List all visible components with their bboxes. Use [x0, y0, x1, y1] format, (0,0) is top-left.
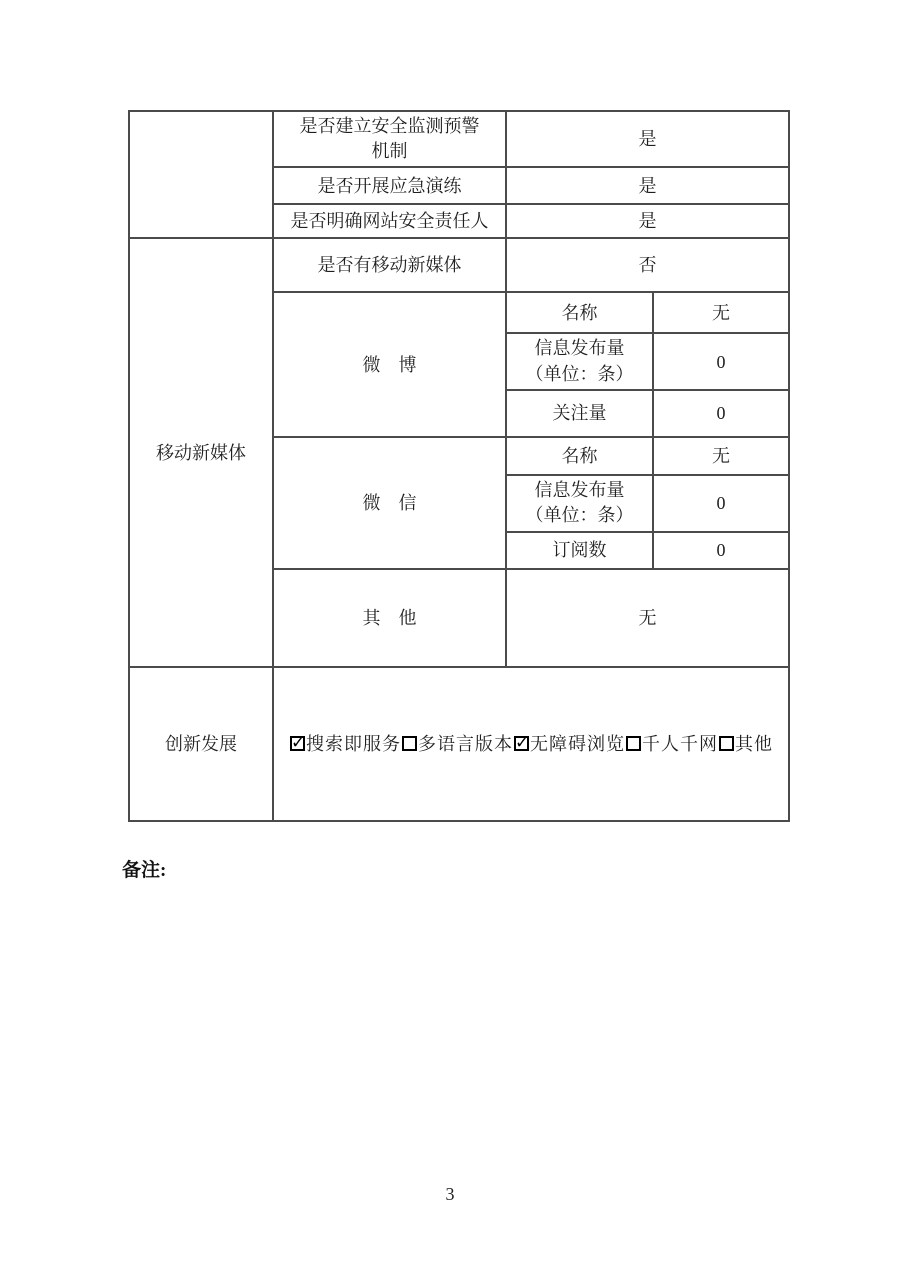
other-media-value: 无: [506, 569, 789, 667]
option-personalized: [625, 734, 718, 754]
security-officer-label: 是否明确网站安全责任人: [273, 204, 506, 238]
label-line: 信息发布量: [534, 480, 625, 501]
label-line: （单位：条）: [525, 505, 634, 526]
checkbox-icon[interactable]: [626, 736, 641, 751]
wechat-subscribers-value: 0: [653, 532, 789, 569]
remarks-label: 备注:: [122, 860, 167, 881]
mobile-media-group-cell: 移动新媒体: [129, 238, 273, 666]
checkbox-icon[interactable]: [514, 736, 529, 751]
report-table: [128, 110, 790, 822]
checkbox-icon[interactable]: [402, 736, 417, 751]
option-label: 搜索即服务: [306, 733, 401, 754]
wechat-subscribers-label: 订阅数: [506, 532, 653, 569]
weibo-name-value: 无: [653, 292, 789, 333]
table-row: [129, 667, 789, 821]
weibo-name-label: 名称: [506, 292, 653, 333]
wechat-name-label: 名称: [506, 437, 653, 475]
other-media-label: 其 他: [273, 569, 506, 667]
report-table-wrapper: [128, 110, 790, 822]
weibo-followers-label: 关注量: [506, 390, 653, 437]
emergency-drill-value: 是: [506, 167, 789, 204]
has-mobile-label: 是否有移动新媒体: [273, 238, 506, 292]
has-mobile-value: 否: [506, 238, 789, 292]
checkbox-icon[interactable]: [719, 736, 734, 751]
security-monitor-value: 是: [506, 111, 789, 167]
option-search-as-service: [289, 734, 401, 754]
label-line: （单位：条）: [525, 363, 634, 384]
table-row: [129, 111, 789, 167]
innovation-options-line: [289, 734, 773, 754]
page-number: 3: [445, 1184, 455, 1204]
security-monitor-label: [273, 111, 506, 167]
option-multilingual: [401, 734, 513, 754]
option-label: 其他: [735, 733, 773, 754]
wechat-name-value: 无: [653, 437, 789, 475]
label-line: 机制: [371, 141, 408, 162]
wechat-posts-label: [506, 475, 653, 532]
option-accessibility: [513, 734, 625, 754]
option-other: [718, 734, 773, 754]
security-group-cell: [129, 111, 273, 238]
option-label: 无障碍浏览: [530, 733, 625, 754]
innovation-group-cell: 创新发展: [129, 667, 273, 821]
label-line: 是否建立安全监测预警: [299, 116, 480, 136]
weibo-group-cell: 微 博: [273, 292, 506, 436]
checkbox-icon[interactable]: [290, 736, 305, 751]
table-row: [129, 238, 789, 292]
wechat-group-cell: 微 信: [273, 437, 506, 569]
weibo-followers-value: 0: [653, 390, 789, 437]
weibo-posts-label: [506, 333, 653, 389]
weibo-posts-value: 0: [653, 333, 789, 389]
security-officer-value: 是: [506, 204, 789, 238]
emergency-drill-label: 是否开展应急演练: [273, 167, 506, 204]
wechat-posts-value: 0: [653, 475, 789, 532]
label-line: 信息发布量: [534, 338, 625, 359]
option-label: 千人千网: [642, 733, 718, 754]
option-label: 多语言版本: [418, 733, 513, 754]
innovation-options-cell: [273, 667, 789, 821]
